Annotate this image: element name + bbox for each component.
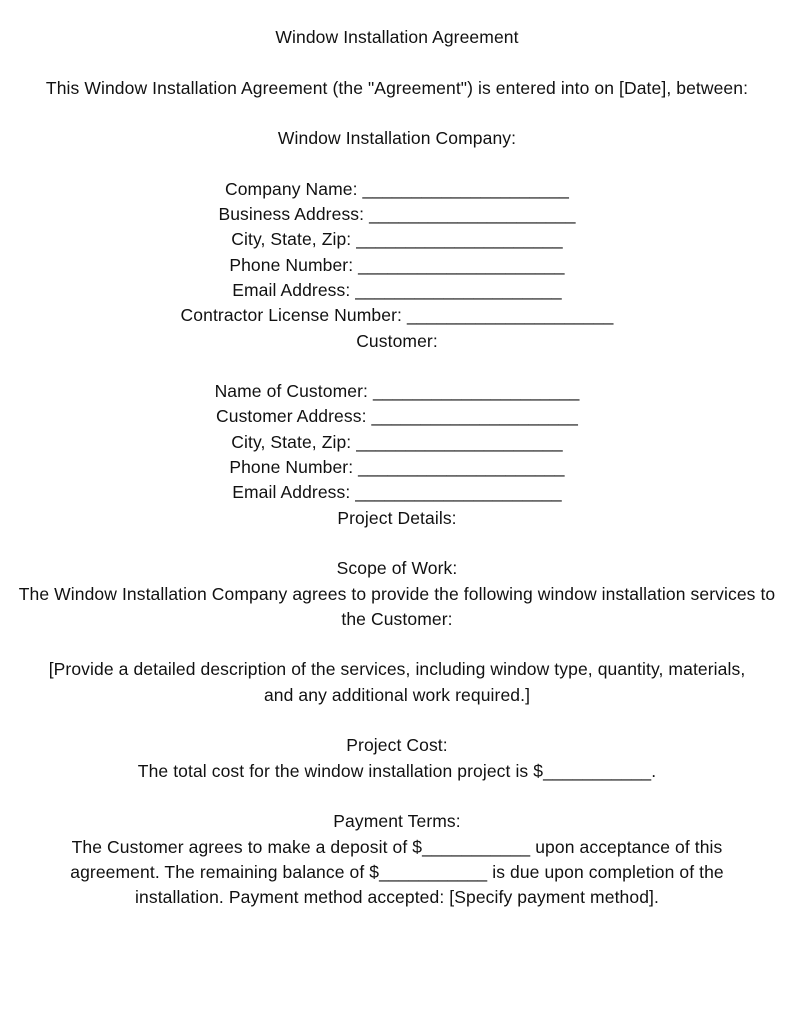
spacer (14, 632, 780, 657)
spacer (14, 784, 780, 809)
cost-heading: Project Cost: (346, 735, 448, 756)
customer-phone-field[interactable]: Phone Number: _____________________ (229, 457, 565, 478)
spacer (14, 708, 780, 733)
customer-address-field[interactable]: Customer Address: _____________________ (216, 406, 578, 427)
intro-paragraph: This Window Installation Agreement (the "Agreement") is entered into on [Date], between: (45, 77, 749, 98)
payment-heading: Payment Terms: (333, 811, 461, 832)
company-email-field[interactable]: Email Address: _____________________ (232, 279, 562, 300)
company-heading: Window Installation Company: (277, 128, 517, 149)
company-name-field[interactable]: Company Name: _____________________ (224, 178, 570, 199)
spacer (14, 354, 780, 379)
contractor-license-field[interactable]: Contractor License Number: _____________________ (180, 305, 614, 326)
customer-city-state-zip-field[interactable]: City, State, Zip: _____________________ (231, 431, 563, 452)
document-title: Window Installation Agreement (275, 27, 519, 47)
scope-placeholder: [Provide a detailed description of the services, including window type, quantity, materials, and any additional work required.] (48, 659, 746, 705)
scope-paragraph: The Window Installation Company agrees to provide the following window installation services to the Customer: (18, 583, 776, 629)
customer-heading: Customer: (356, 330, 438, 351)
company-fields (14, 177, 780, 329)
customer-fields (14, 379, 780, 505)
scope-heading: Scope of Work: (336, 558, 458, 579)
customer-name-field[interactable]: Name of Customer: _____________________ (214, 381, 580, 402)
spacer (14, 151, 780, 176)
spacer (14, 531, 780, 556)
cost-paragraph: The total cost for the window installation project is $___________. (137, 760, 657, 781)
company-city-state-zip-field[interactable]: City, State, Zip: _____________________ (231, 229, 563, 250)
project-details-heading: Project Details: (337, 507, 457, 528)
spacer (14, 101, 780, 126)
company-phone-field[interactable]: Phone Number: _____________________ (229, 254, 565, 275)
customer-email-field[interactable]: Email Address: _____________________ (232, 482, 562, 503)
spacer (14, 50, 780, 75)
business-address-field[interactable]: Business Address: _____________________ (218, 204, 576, 225)
payment-paragraph: The Customer agrees to make a deposit of $___________ upon acceptance of this agreement. The remaining balance of $___________ is due upon completion of the installation. Payment method accepted: [Specify payment method]. (70, 836, 724, 908)
